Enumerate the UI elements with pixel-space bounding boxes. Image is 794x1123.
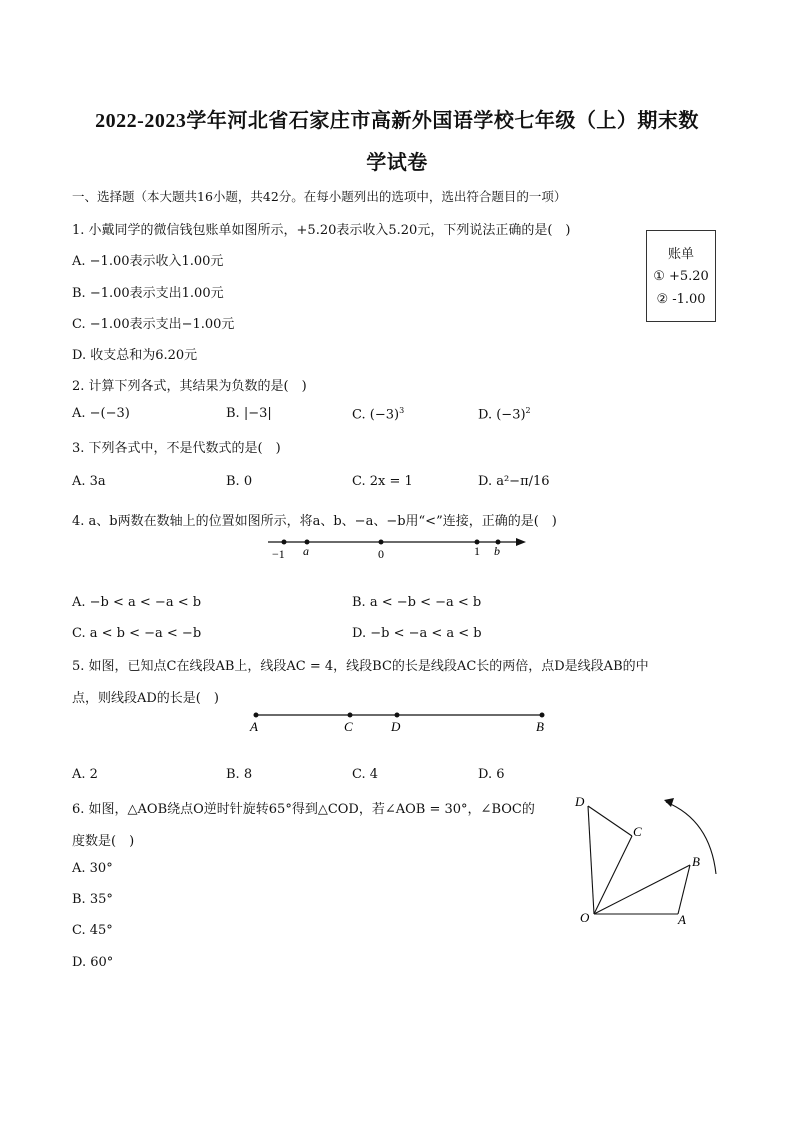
q5-option-c: C. 4: [352, 767, 379, 782]
label-D: D: [391, 719, 401, 734]
segment-od: [588, 806, 594, 914]
q3-option-a: A. 3a: [72, 474, 106, 489]
q6-stem-line1: 6. 如图，△AOB绕点O逆时针旋转65°得到△COD，若∠AOB = 30°，∠BOC的: [72, 802, 535, 817]
label-D: D: [575, 794, 585, 809]
q6-option-b: B. 35°: [72, 892, 113, 907]
q2-option-c-base: C. (−3): [352, 407, 400, 423]
q1-stem: 1. 小戴同学的微信钱包账单如图所示，+5.20表示收入5.20元，下列说法正确的是( ): [72, 223, 571, 238]
q2-option-b: B. |−3|: [226, 406, 272, 421]
q3-option-d: D. a²−π/16: [478, 474, 550, 489]
rotation-arrow-arc: [666, 802, 716, 874]
q4-option-d: D. −b < −a < a < b: [352, 626, 482, 641]
q4-stem: 4. a、b两数在数轴上的位置如图所示，将a、b、−a、−b用“<”连接，正确的是( ): [72, 514, 557, 529]
segment-oc: [594, 836, 632, 914]
q4-option-c: C. a < b < −a < −b: [72, 626, 202, 641]
q3-option-c: C. 2x = 1: [352, 474, 413, 489]
q3-option-b: B. 0: [226, 474, 253, 489]
q6-option-d: D. 60°: [72, 955, 114, 970]
q6-option-a: A. 30°: [72, 861, 113, 876]
label-minus-one: −1: [272, 547, 285, 561]
q3-stem: 3. 下列各式中，不是代数式的是( ): [72, 441, 281, 456]
label-C: C: [633, 824, 642, 839]
q1-option-c: C. −1.00表示支出−1.00元: [72, 317, 235, 332]
label-A: A: [678, 912, 686, 927]
label-B: B: [692, 854, 700, 869]
q1-option-b: B. −1.00表示支出1.00元: [72, 286, 224, 301]
point-minus-one: [282, 540, 287, 545]
q6-option-c: C. 45°: [72, 923, 113, 938]
label-a: a: [303, 544, 309, 558]
point-zero: [379, 540, 384, 545]
ledger-box: [646, 230, 716, 322]
segment-ba: [678, 865, 690, 914]
q6-stem-line2: 度数是( ): [72, 834, 135, 849]
segment-figure: [248, 706, 550, 736]
ledger-title: 账单: [667, 247, 694, 262]
label-b: b: [494, 544, 500, 558]
q5-stem-line1: 5. 如图，已知点C在线段AB上，线段AC = 4，线段BC的长是线段AC长的两倍，点D是线段AB的中: [72, 659, 649, 674]
segment-ob: [594, 865, 690, 914]
q1-option-a: A. −1.00表示收入1.00元: [72, 254, 224, 269]
q2-option-d: [478, 406, 531, 422]
q2-option-a: A. −(−3): [72, 406, 130, 421]
label-one: 1: [474, 544, 480, 558]
point-D: [395, 713, 400, 718]
q1-option-d: D. 收支总和为6.20元: [72, 348, 198, 363]
label-zero: 0: [378, 547, 384, 561]
section-heading: 一、选择题（本大题共16小题，共42分。在每小题列出的选项中，选出符合题目的一项）: [72, 189, 567, 204]
q5-stem-line2: 点，则线段AD的长是( ): [72, 691, 219, 706]
exam-title-line1: 2022-2023学年河北省石家庄市高新外国语学校七年级（上）期末数: [95, 110, 699, 132]
q2-stem: 2. 计算下列各式，其结果为负数的是( ): [72, 379, 307, 394]
q2-option-d-exponent: 2: [525, 406, 531, 415]
rotation-arrowhead: [664, 798, 674, 807]
point-C: [348, 713, 353, 718]
rotation-figure: [570, 788, 730, 930]
q4-option-a: A. −b < a < −a < b: [72, 595, 202, 610]
q5-option-d: D. 6: [478, 767, 505, 782]
label-A: A: [250, 719, 258, 734]
q4-option-b: B. a < −b < −a < b: [352, 595, 482, 610]
q2-option-c-exponent: 3: [399, 406, 405, 415]
q5-option-a: A. 2: [72, 767, 98, 782]
ledger-row-1: ① +5.20: [653, 269, 709, 284]
q2-option-c: [352, 406, 404, 422]
point-A: [254, 713, 259, 718]
number-line-figure: [260, 530, 540, 564]
segment-dc: [588, 806, 632, 836]
q5-option-b: B. 8: [226, 767, 253, 782]
exam-title-line2: 学试卷: [366, 152, 428, 174]
label-O: O: [580, 910, 590, 925]
q2-option-d-base: D. (−3): [478, 407, 526, 423]
label-C: C: [344, 719, 353, 734]
label-B: B: [536, 719, 544, 734]
ledger-row-2: ② -1.00: [656, 292, 706, 307]
number-line-arrow: [516, 538, 526, 546]
point-B: [540, 713, 545, 718]
